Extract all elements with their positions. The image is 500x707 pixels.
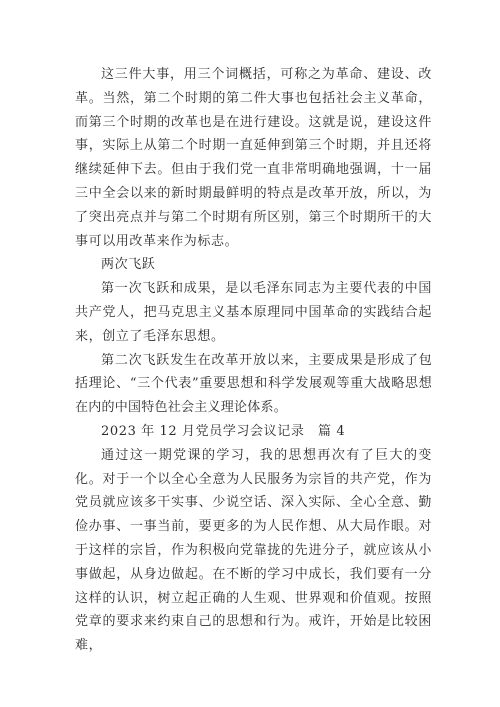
paragraph-study-reflection: 通过这一期党课的学习，我的思想再次有了巨大的变化。对于一个以全心全意为人民服务为宗旨的共产党，作为党员就应该多干实事、少说空话、深入实际、全心全意、勤俭办事、一事当前，要更多的为人民作想、从大局作眼。对于这样的宗旨，作为积极向党靠拢的先进分子，就应该从小事做起，从身边做起。在不断的学习中成长，我们要有一分这样的认识，树立起正确的人生观、世界观和价值观。按照党章的要求来约束自己的思想和行为。戒许，开始是比较困难，	[75, 447, 432, 654]
section-title-meeting-record: 2023 年 12 月党员学习会议记录 篇 4	[101, 423, 346, 439]
document-body	[75, 63, 432, 658]
paragraph-second-leap: 第二次飞跃发生在改革开放以来，主要成果是形成了包括理论、“三个代表”重要思想和科学发展观等重大战略思想在内的中国特色社会主义理论体系。	[75, 352, 432, 416]
paragraph-three-major-events: 这三件大事，用三个词概括，可称之为革命、建设、改革。当然，第二个时期的第二件大事也包括社会主义革命，而第三个时期的改革也是在进行建设。这就是说，建设这件事，实际上从第二个时期一直延伸到第三个时期，并且还将继续延伸下去。但由于我们党一直非常明确地强调，十一届三中全会以来的新时期最鲜明的特点是改革开放，所以，为了突出亮点并与第二个时期有所区别，第三个时期所干的大事可以用改革来作为标志。	[75, 67, 432, 249]
paragraph-first-leap: 第一次飞跃和成果，是以毛泽东同志为主要代表的中国共产党人，把马克思主义基本原理同中国革命的实践结合起来，创立了毛泽东思想。	[75, 281, 432, 344]
section-heading-two-leaps: 两次飞跃	[101, 257, 156, 273]
